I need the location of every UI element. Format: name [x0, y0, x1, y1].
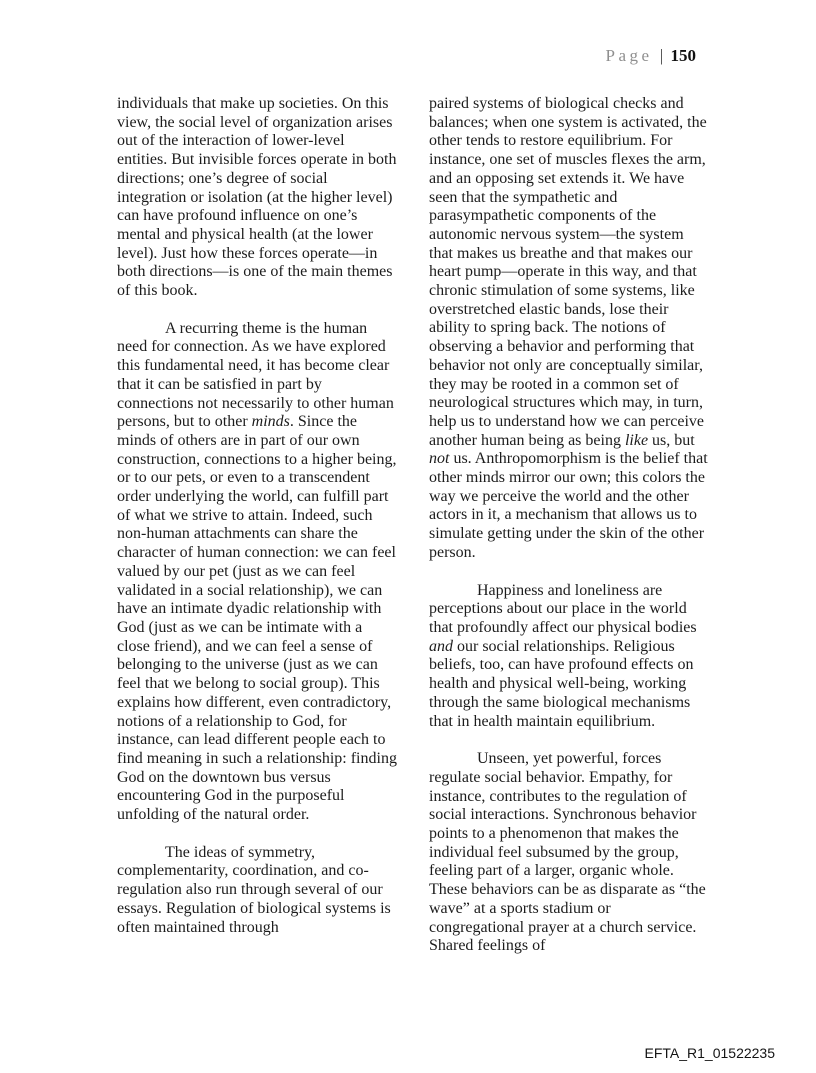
- text-run: our social relationships. Religious beliefs, too, can have profound effects on health and physical well-being, working through the same biological mechanisms that in health maintain equilibrium.: [429, 637, 694, 730]
- italic-text-run: and: [429, 637, 453, 655]
- page-number-separator: |: [659, 46, 664, 65]
- text-run: A recurring theme is the human need for connection. As we have explored this fundamental need, it has become clear that it can be satisfied in part by connections not necessarily to other human persons, but to other: [117, 319, 394, 431]
- page-header: [606, 46, 696, 66]
- page-footer: [645, 1045, 776, 1061]
- text-run: Unseen, yet powerful, forces regulate social behavior. Empathy, for instance, contributes to the regulation of social interactions. Synchronous behavior points to a phenomenon that makes the individual feel subsumed by the group, feeling part of a larger, organic whole. These behaviors can be as disparate as “the wave” at a sports stadium or congregational prayer at a church service. Shared feelings of: [429, 750, 706, 955]
- document-id: EFTA_R1_01522235: [644, 1045, 775, 1061]
- italic-text-run: like: [624, 431, 649, 449]
- paragraph: [429, 582, 709, 732]
- text-run: . Since the minds of others are in part of our own construction, connections to a higher being, or to our pets, or even to a transcendent order underlying the world, can fulfill part of what we strive to attain. Indeed, such non-human attachments can share the character of human connection: we can feel valued by our pet (just as we can feel validated in a social relationship), we can have an intimate dyadic relationship with God (just as we can be intimate with a close friend), and we can feel a sense of belonging to the universe (just as we can feel that we belong to social group). This explains how different, even contradictory, notions of a relationship to God, for instance, can lead different people each to find meaning in such a relationship: finding God on the downtown bus versus encountering God in the purposeful unfolding of the natural order.: [117, 413, 397, 824]
- text-run: Happiness and loneliness are perceptions about our place in the world that profoundly affect our physical bodies: [429, 581, 697, 636]
- page-number: 150: [670, 46, 696, 65]
- text-run: us, but: [648, 431, 695, 449]
- page-label: Page: [605, 46, 653, 65]
- text-run: individuals that make up societies. On this view, the social level of organization arises out of the interaction of lower-level entities. But invisible forces operate in both directions; one’s degree of social integration or isolation (at the higher level) can have profound influence on one’s mental and physical health (at the lower level). Just how these forces operate—in both directions—is one of the main themes of this book.: [117, 95, 397, 300]
- text-run: paired systems of biological checks and balances; when one system is activated, the other tends to restore equilibrium. For instance, one set of muscles flexes the arm, and an opposing set extends it. We have seen that the sympathetic and parasympathetic components of the autonomic nervous system—the system that makes us breathe and that makes our heart pump—operate in this way, and that chronic stimulation of some systems, like overstretched elastic bands, lose their ability to spring back. The notions of observing a behavior and performing that behavior not only are conceptually similar, they may be rooted in a common set of neurological structures which may, in turn, help us to understand how we can perceive another human being as being: [429, 95, 707, 449]
- paragraph: [117, 95, 397, 301]
- text-run: us. Anthropomorphism is the belief that other minds mirror our own; this colors the way we perceive the world and the other actors in it, a mechanism that allows us to simulate getting under the skin of the other person.: [429, 450, 708, 561]
- text-run: The ideas of symmetry, complementarity, coordination, and co-regulation also run through several of our essays. Regulation of biological systems is often maintained through: [117, 843, 391, 936]
- right-column: [429, 95, 709, 975]
- paragraph: [117, 320, 397, 825]
- italic-text-run: not: [429, 450, 450, 468]
- paragraph: [117, 844, 397, 938]
- two-column-text-block: [117, 95, 709, 975]
- paragraph: [429, 750, 709, 956]
- left-column: [117, 95, 397, 975]
- italic-text-run: minds: [251, 413, 290, 431]
- paragraph: [429, 95, 709, 563]
